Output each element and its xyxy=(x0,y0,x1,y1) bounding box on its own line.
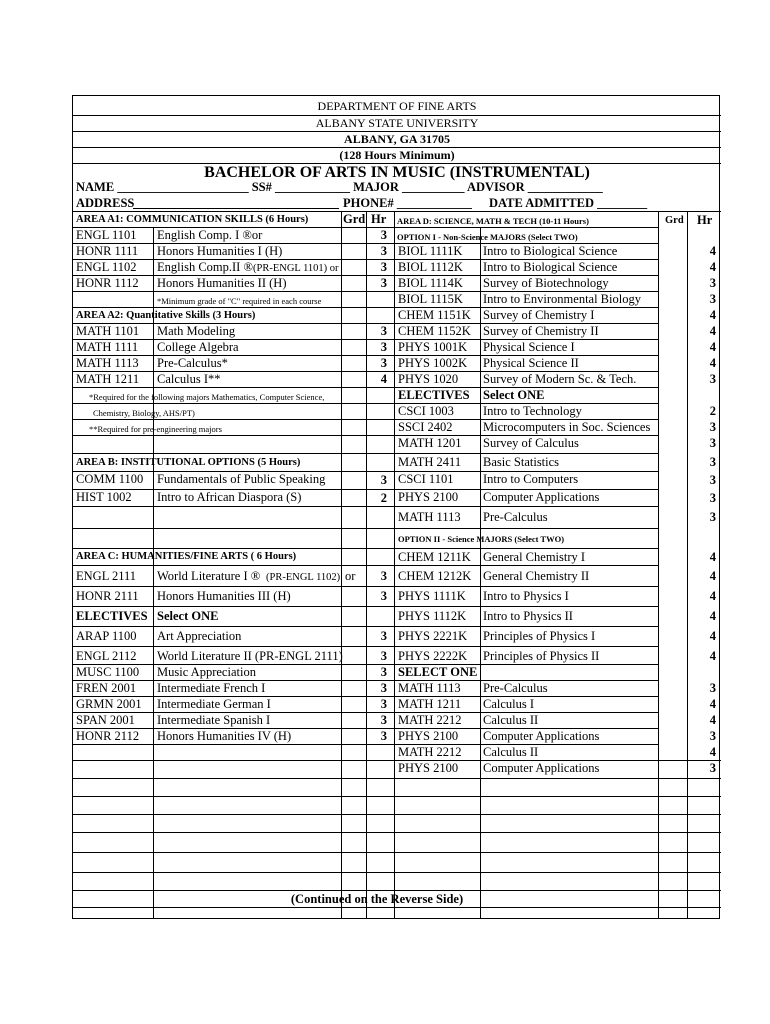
course-title: World Literature I ® xyxy=(157,569,261,583)
course-title: Basic Statistics xyxy=(483,455,560,469)
course-note: (PR-ENGL 1101) or xyxy=(253,263,339,274)
rule xyxy=(73,832,721,833)
course-title: Computer Applications xyxy=(483,490,600,504)
course-hours: 3 xyxy=(380,340,387,354)
course-title: Honors Humanities I (H) xyxy=(157,244,283,258)
course-code: HIST 1002 xyxy=(76,490,132,504)
course-code: MATH 2212 xyxy=(398,713,462,727)
course-title: English Comp. I ®or xyxy=(157,228,263,242)
course-hours: 3 xyxy=(380,629,387,643)
course-hours: 4 xyxy=(709,713,716,727)
course-hours: 3 xyxy=(380,324,387,338)
course-hours: 3 xyxy=(380,681,387,695)
area-b-heading: AREA B: INSTITUTIONAL OPTIONS (5 Hours) xyxy=(76,457,301,468)
course-hours: 3 xyxy=(709,681,716,695)
course-title: General Chemistry I xyxy=(483,550,586,564)
course-title: Calculus II xyxy=(483,713,539,727)
course-title: Computer Applications xyxy=(483,761,600,775)
course-hours: 3 xyxy=(709,276,716,290)
course-hours: 3 xyxy=(380,569,387,583)
course-title: Intro to Biological Science xyxy=(483,260,618,274)
course-code: CHEM 1151K xyxy=(398,308,471,322)
course-hours: 2 xyxy=(380,491,387,505)
course-code: HONR 1111 xyxy=(76,244,139,258)
course-code: HONR 1112 xyxy=(76,276,139,290)
rule xyxy=(73,814,721,815)
rule xyxy=(394,565,658,566)
rule xyxy=(394,586,658,587)
course-code: COMM 1100 xyxy=(76,472,144,486)
rule xyxy=(394,506,658,507)
course-code: PHYS 1001K xyxy=(398,340,468,354)
course-hours: 3 xyxy=(709,729,716,743)
course-title: Math Modeling xyxy=(157,324,236,338)
course-code: MATH 1113 xyxy=(76,356,139,370)
col-divider xyxy=(658,211,659,919)
course-code: MATH 1113 xyxy=(398,510,461,524)
course-title: Art Appreciation xyxy=(157,629,242,643)
rule xyxy=(394,626,658,627)
rule xyxy=(73,403,394,404)
course-code: MATH 1113 xyxy=(398,681,461,695)
degree-title: BACHELOR OF ARTS IN MUSIC (INSTRUMENTAL) xyxy=(204,164,590,181)
course-title: Principles of Physics II xyxy=(483,649,600,663)
course-hours: 3 xyxy=(709,292,716,306)
min-hours: (128 Hours Minimum) xyxy=(339,148,455,162)
course-title: Intro to African Diaspora (S) xyxy=(157,490,302,504)
course-title: Intermediate Spanish I xyxy=(157,713,271,727)
course-code: CHEM 1211K xyxy=(398,550,471,564)
course-hours: 4 xyxy=(709,629,716,643)
hr-header: Hr xyxy=(371,212,387,226)
degree-form xyxy=(72,95,720,919)
course-code: PHYS 1111K xyxy=(398,589,466,603)
area-a2-heading: AREA A2: Quantitative Skills (3 Hours) xyxy=(76,310,256,321)
rule xyxy=(73,435,394,436)
course-code: SPAN 2001 xyxy=(76,713,135,727)
course-title: College Algebra xyxy=(157,340,239,354)
univ-name: ALBANY STATE UNIVERSITY xyxy=(315,116,479,130)
option-2-heading: OPTION II - Science MAJORS (Select TWO) xyxy=(398,534,565,544)
course-hours: 3 xyxy=(709,473,716,487)
course-code: PHYS 1002K xyxy=(398,356,468,370)
course-title: Intro to Environmental Biology xyxy=(483,292,641,306)
rule xyxy=(73,872,721,873)
course-hours: 4 xyxy=(709,649,716,663)
course-hours: 4 xyxy=(709,609,716,623)
course-code: MATH 1101 xyxy=(76,324,140,338)
course-title: Principles of Physics I xyxy=(483,629,596,643)
date-admitted-label: DATE ADMITTED ________ xyxy=(489,196,648,210)
course-title: World Literature II (PR-ENGL 2111) xyxy=(157,649,343,663)
course-hours: 4 xyxy=(709,697,716,711)
course-code: HONR 2111 xyxy=(76,589,139,603)
course-title: Intro to Physics I xyxy=(483,589,569,603)
rule xyxy=(73,528,394,529)
course-code: MATH 1201 xyxy=(398,436,462,450)
course-code: PHYS 1020 xyxy=(398,372,459,386)
course-title: Calculus II xyxy=(483,745,539,759)
course-code: BIOL 1115K xyxy=(398,292,463,306)
required-note: *Required for the following majors Mathematics, Computer Science, xyxy=(89,392,325,402)
course-code: PHYS 2100 xyxy=(398,729,459,743)
rule xyxy=(394,528,658,529)
course-hours: 3 xyxy=(380,228,387,242)
rule xyxy=(73,565,394,566)
address-label: ADDRESS xyxy=(76,196,135,210)
address-blank xyxy=(133,208,339,209)
dept-name: DEPARTMENT OF FINE ARTS xyxy=(317,99,477,113)
area-c-heading: AREA C: HUMANITIES/FINE ARTS ( 6 Hours) xyxy=(76,551,297,562)
electives-select: Select ONE xyxy=(483,388,545,402)
course-hours: 3 xyxy=(709,436,716,450)
course-code: BIOL 1112K xyxy=(398,260,463,274)
course-title: Physical Science II xyxy=(483,356,579,370)
course-title: Intermediate German I xyxy=(157,697,271,711)
rule xyxy=(394,453,658,454)
course-code: PHYS 1112K xyxy=(398,609,467,623)
course-hours: 3 xyxy=(380,729,387,743)
electives-label: ELECTIVES xyxy=(398,388,470,402)
course-title: General Chemistry II xyxy=(483,569,590,583)
course-hours: 3 xyxy=(380,665,387,679)
course-title: Intro to Physics II xyxy=(483,609,573,623)
course-hours: 3 xyxy=(380,713,387,727)
course-code: ENGL 1101 xyxy=(76,228,137,242)
course-code: ARAP 1100 xyxy=(76,629,137,643)
course-title: Pre-Calculus xyxy=(483,510,548,524)
course-title: Honors Humanities IV (H) xyxy=(157,729,292,743)
grd-header: Grd xyxy=(343,212,366,226)
rule xyxy=(73,419,394,420)
phone-label: PHONE# ____________ xyxy=(343,196,472,210)
course-title: Intermediate French I xyxy=(157,681,266,695)
course-note: (PR-ENGL 1102) xyxy=(266,572,341,583)
course-code: PHYS 2222K xyxy=(398,649,468,663)
course-hours: 3 xyxy=(709,510,716,524)
course-hours: 4 xyxy=(709,550,716,564)
course-code: MATH 2212 xyxy=(398,745,462,759)
electives-select: Select ONE xyxy=(157,609,219,623)
area-a1-heading: AREA A1: COMMUNICATION SKILLS (6 Hours) xyxy=(76,214,309,225)
grd-header: Grd xyxy=(665,215,684,226)
course-code: PHYS 2100 xyxy=(398,490,459,504)
course-code: MATH 1111 xyxy=(76,340,139,354)
course-code: HONR 2112 xyxy=(76,729,140,743)
course-title: Honors Humanities II (H) xyxy=(157,276,287,290)
course-or: or xyxy=(345,569,356,583)
course-hours: 4 xyxy=(709,244,716,258)
col-divider xyxy=(687,211,688,919)
name-line: NAME _____________________ SS# ____________ MAJOR __________ ADVISOR ____________ xyxy=(76,180,603,194)
course-code: GRMN 2001 xyxy=(76,697,142,711)
hr-header: Hr xyxy=(697,213,713,227)
required-note: **Required for pre-engineering majors xyxy=(89,424,222,434)
rule xyxy=(394,548,658,549)
rule xyxy=(394,646,658,647)
course-hours: 4 xyxy=(709,745,716,759)
course-code: MATH 2411 xyxy=(398,455,462,469)
course-hours: 4 xyxy=(380,372,387,386)
area-d-heading: AREA D: SCIENCE, MATH & TECH (10-11 Hours) xyxy=(397,216,589,226)
course-hours: 3 xyxy=(709,372,716,386)
course-hours: 3 xyxy=(380,473,387,487)
rule xyxy=(73,626,394,627)
course-hours: 4 xyxy=(709,569,716,583)
rule xyxy=(73,453,394,454)
course-hours: 3 xyxy=(380,244,387,258)
rule xyxy=(73,586,394,587)
course-title: Intro to Biological Science xyxy=(483,244,618,258)
rule xyxy=(73,760,721,761)
course-title: Pre-Calculus* xyxy=(157,356,228,370)
course-hours: 3 xyxy=(380,649,387,663)
course-code: CHEM 1212K xyxy=(398,569,472,583)
course-code: ENGL 2111 xyxy=(76,569,137,583)
course-hours: 3 xyxy=(709,455,716,469)
course-hours: 3 xyxy=(380,589,387,603)
course-code: CSCI 1003 xyxy=(398,404,454,418)
rule xyxy=(73,778,721,779)
course-title: Computer Applications xyxy=(483,729,600,743)
course-hours: 3 xyxy=(380,356,387,370)
rule xyxy=(394,227,658,228)
course-hours: 4 xyxy=(709,340,716,354)
course-title: Honors Humanities III (H) xyxy=(157,589,291,603)
col-divider xyxy=(153,227,154,919)
course-hours: 4 xyxy=(709,260,716,274)
course-hours: 3 xyxy=(380,260,387,274)
course-title: Intro to Computers xyxy=(483,472,579,486)
rule xyxy=(73,646,394,647)
course-code: FREN 2001 xyxy=(76,681,137,695)
course-title: Fundamentals of Public Speaking xyxy=(157,472,326,486)
rule xyxy=(73,506,394,507)
course-code: ENGL 2112 xyxy=(76,649,137,663)
rule xyxy=(73,852,721,853)
course-code: PHYS 2100 xyxy=(398,761,459,775)
course-code: CSCI 1101 xyxy=(398,472,454,486)
course-title: Physical Science I xyxy=(483,340,575,354)
course-title: Survey of Calculus xyxy=(483,436,579,450)
rule xyxy=(73,387,394,388)
rule xyxy=(73,744,394,745)
course-title: Intro to Technology xyxy=(483,404,582,418)
rule xyxy=(73,907,721,908)
course-title: English Comp.II ® xyxy=(157,260,253,274)
course-title: Survey of Biotechnology xyxy=(483,276,609,290)
course-hours: 4 xyxy=(709,589,716,603)
col-divider xyxy=(480,227,481,919)
course-title: Survey of Modern Sc. & Tech. xyxy=(483,372,637,386)
course-title: Microcomputers in Soc. Sciences xyxy=(483,420,651,434)
course-title: Calculus I xyxy=(483,697,535,711)
course-hours: 3 xyxy=(709,420,716,434)
course-title: Calculus I** xyxy=(157,372,221,386)
electives-label: ELECTIVES xyxy=(76,609,148,623)
rule xyxy=(73,890,721,891)
grade-note: *Minimum grade of "C" required in each course xyxy=(157,296,322,306)
course-code: MATH 1211 xyxy=(76,372,140,386)
rule xyxy=(73,606,394,607)
course-hours: 3 xyxy=(709,491,716,505)
course-code: SSCI 2402 xyxy=(398,420,453,434)
course-title: Survey of Chemistry I xyxy=(483,308,595,322)
course-hours: 3 xyxy=(380,697,387,711)
required-note: Chemistry, Biology, AHS/PT) xyxy=(93,408,195,418)
course-code: MATH 1211 xyxy=(398,697,462,711)
continued-note: (Continued on the Reverse Side) xyxy=(290,892,464,906)
rule xyxy=(394,606,658,607)
select-one-label: SELECT ONE xyxy=(398,665,478,679)
course-hours: 2 xyxy=(709,404,716,418)
course-hours: 3 xyxy=(380,276,387,290)
course-code: ENGL 1102 xyxy=(76,260,137,274)
univ-city: ALBANY, GA 31705 xyxy=(344,132,450,146)
rule xyxy=(73,796,721,797)
course-title: Pre-Calculus xyxy=(483,681,548,695)
course-code: CHEM 1152K xyxy=(398,324,471,338)
option-1-heading: OPTION I - Non-Science MAJORS (Select TWO) xyxy=(397,232,578,242)
course-hours: 3 xyxy=(709,761,716,775)
rule xyxy=(73,291,394,292)
course-title: Music Appreciation xyxy=(157,665,256,679)
course-hours: 4 xyxy=(709,324,716,338)
course-code: PHYS 2221K xyxy=(398,629,468,643)
course-code: BIOL 1114K xyxy=(398,276,463,290)
course-code: BIOL 1111K xyxy=(398,244,463,258)
course-hours: 4 xyxy=(709,356,716,370)
course-title: Survey of Chemistry II xyxy=(483,324,599,338)
course-hours: 4 xyxy=(709,308,716,322)
course-code: MUSC 1100 xyxy=(76,665,140,679)
